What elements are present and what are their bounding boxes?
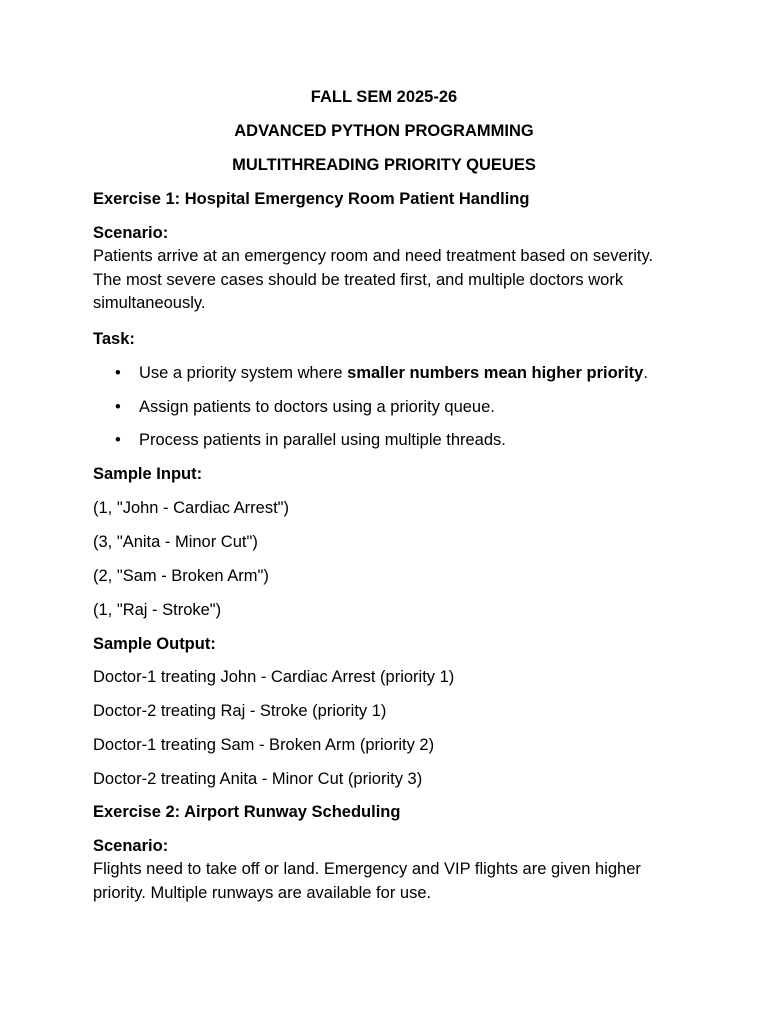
exercise-1-scenario-text: Patients arrive at an emergency room and need treatment based on severity. The most severe cases should be treated first, and multiple doctors work simultaneously. (93, 247, 654, 312)
sample-output-line: Doctor-2 treating Raj - Stroke (priority 1) (93, 702, 387, 720)
task-item-1-emphasis: smaller numbers mean higher priority (347, 364, 644, 382)
task-item-1 (139, 361, 648, 385)
exercise-1-task-label: Task: (93, 330, 135, 348)
exercise-2-scenario-text: Flights need to take off or land. Emergency and VIP flights are given higher priority. Multiple runways are available for use. (93, 860, 641, 902)
exercise-2-scenario-label: Scenario: (93, 837, 169, 855)
sample-input-line: (1, "Raj - Stroke") (93, 601, 222, 619)
sample-input-label: Sample Input: (93, 465, 203, 483)
task-item-3: Process patients in parallel using multiple threads. (139, 431, 506, 449)
sample-input-line: (1, "John - Cardiac Arrest") (93, 499, 290, 517)
task-item-1-prefix: Use a priority system where (139, 364, 348, 382)
sample-output-line: Doctor-2 treating Anita - Minor Cut (priority 3) (93, 770, 423, 788)
bullet-marker: • (115, 431, 121, 449)
exercise-1-title: Exercise 1: Hospital Emergency Room Patient Handling (93, 190, 530, 208)
sample-output-line: Doctor-1 treating John - Cardiac Arrest (priority 1) (93, 668, 455, 686)
sample-output-line: Doctor-1 treating Sam - Broken Arm (priority 2) (93, 736, 435, 754)
bullet-marker: • (115, 364, 121, 382)
course-heading: ADVANCED PYTHON PROGRAMMING (234, 122, 534, 140)
task-item-2: Assign patients to doctors using a priority queue. (139, 398, 495, 416)
sample-input-line: (3, "Anita - Minor Cut") (93, 533, 258, 551)
semester-heading: FALL SEM 2025-26 (310, 88, 458, 106)
exercise-2-title: Exercise 2: Airport Runway Scheduling (93, 803, 401, 821)
sample-output-label: Sample Output: (93, 635, 216, 653)
bullet-marker: • (115, 398, 121, 416)
topic-heading: MULTITHREADING PRIORITY QUEUES (232, 156, 536, 174)
sample-input-line: (2, "Sam - Broken Arm") (93, 567, 269, 585)
exercise-1-scenario-label: Scenario: (93, 224, 169, 242)
task-item-1-suffix: . (643, 364, 648, 382)
